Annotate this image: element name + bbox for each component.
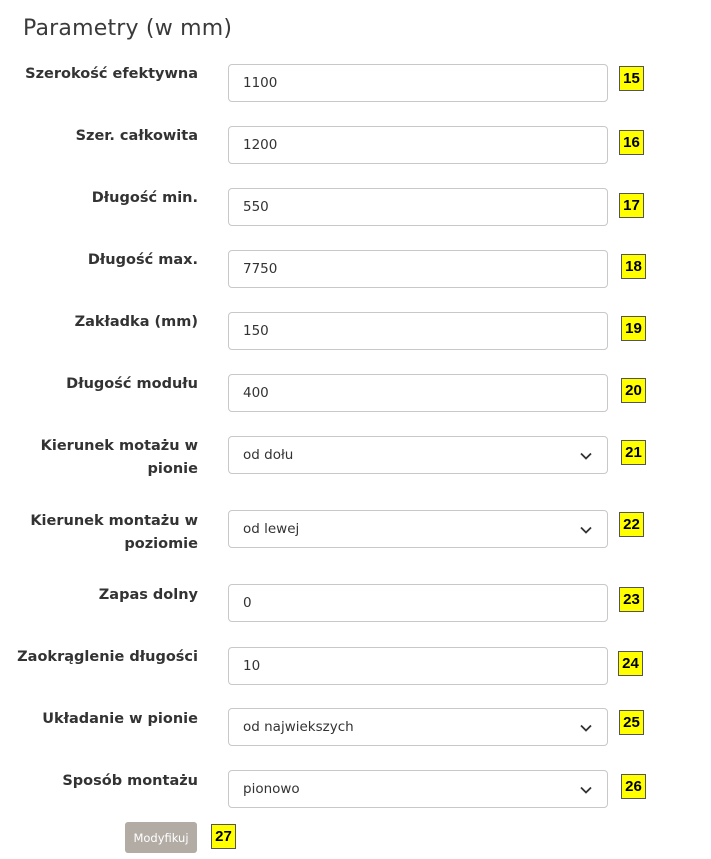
annotation-badge: 20	[621, 378, 646, 403]
field-label: Długość max.	[87, 252, 198, 268]
annotation-badge: 15	[619, 66, 644, 91]
kierunek-pion-select[interactable]	[228, 436, 608, 474]
annotation-badge: 19	[621, 316, 646, 341]
zapas-dolny-input[interactable]	[228, 584, 608, 622]
annotation-badge: 22	[619, 512, 644, 537]
field-label: Zapas dolny	[98, 587, 198, 603]
annotation-badge: 26	[621, 774, 646, 799]
field-label: Układanie w pionie	[42, 711, 198, 727]
annotation-badge: 18	[621, 254, 646, 279]
page-title: Parametry (w mm)	[23, 16, 233, 41]
field-label-line: poziomie	[124, 536, 198, 552]
select-value: od najwiekszych	[243, 719, 354, 735]
field-label	[8, 510, 198, 556]
szer-calkowita-input[interactable]	[228, 126, 608, 164]
kierunek-poziom-select[interactable]	[228, 510, 608, 548]
dlugosc-min-input[interactable]	[228, 188, 608, 226]
annotation-badge: 24	[618, 651, 643, 676]
field-label-line: Kierunek motażu w	[40, 438, 198, 454]
field-label: Szer. całkowita	[75, 128, 198, 144]
annotation-badge: 21	[621, 440, 646, 465]
field-label: Szerokość efektywna	[25, 66, 198, 82]
zaokraglenie-input[interactable]	[228, 647, 608, 685]
annotation-badge: 23	[619, 587, 644, 612]
szerokosc-efektywna-input[interactable]	[228, 64, 608, 102]
field-label: Sposób montażu	[62, 773, 198, 789]
field-label-line: Kierunek montażu w	[30, 513, 198, 529]
select-value: od lewej	[243, 521, 300, 537]
chevron-down-icon	[579, 721, 593, 735]
chevron-down-icon	[579, 523, 593, 537]
sposob-montazu-select[interactable]	[228, 770, 608, 808]
zakladka-input[interactable]	[228, 312, 608, 350]
annotation-badge: 25	[619, 710, 644, 735]
field-label	[8, 435, 198, 481]
select-value: pionowo	[243, 781, 300, 797]
field-label: Zaokrąglenie długości	[17, 649, 198, 665]
chevron-down-icon	[579, 449, 593, 463]
ukladanie-pion-select[interactable]	[228, 708, 608, 746]
field-label: Długość modułu	[66, 376, 198, 392]
field-label: Zakładka (mm)	[74, 314, 198, 330]
chevron-down-icon	[579, 783, 593, 797]
annotation-badge: 17	[619, 193, 644, 218]
select-value: od dołu	[243, 447, 294, 463]
annotation-badge: 27	[211, 824, 236, 849]
modyfikuj-button[interactable]: Modyfikuj	[125, 822, 197, 853]
dlugosc-max-input[interactable]	[228, 250, 608, 288]
dlugosc-modulu-input[interactable]	[228, 374, 608, 412]
field-label: Długość min.	[91, 190, 198, 206]
field-label-line: pionie	[147, 461, 198, 477]
annotation-badge: 16	[619, 130, 644, 155]
